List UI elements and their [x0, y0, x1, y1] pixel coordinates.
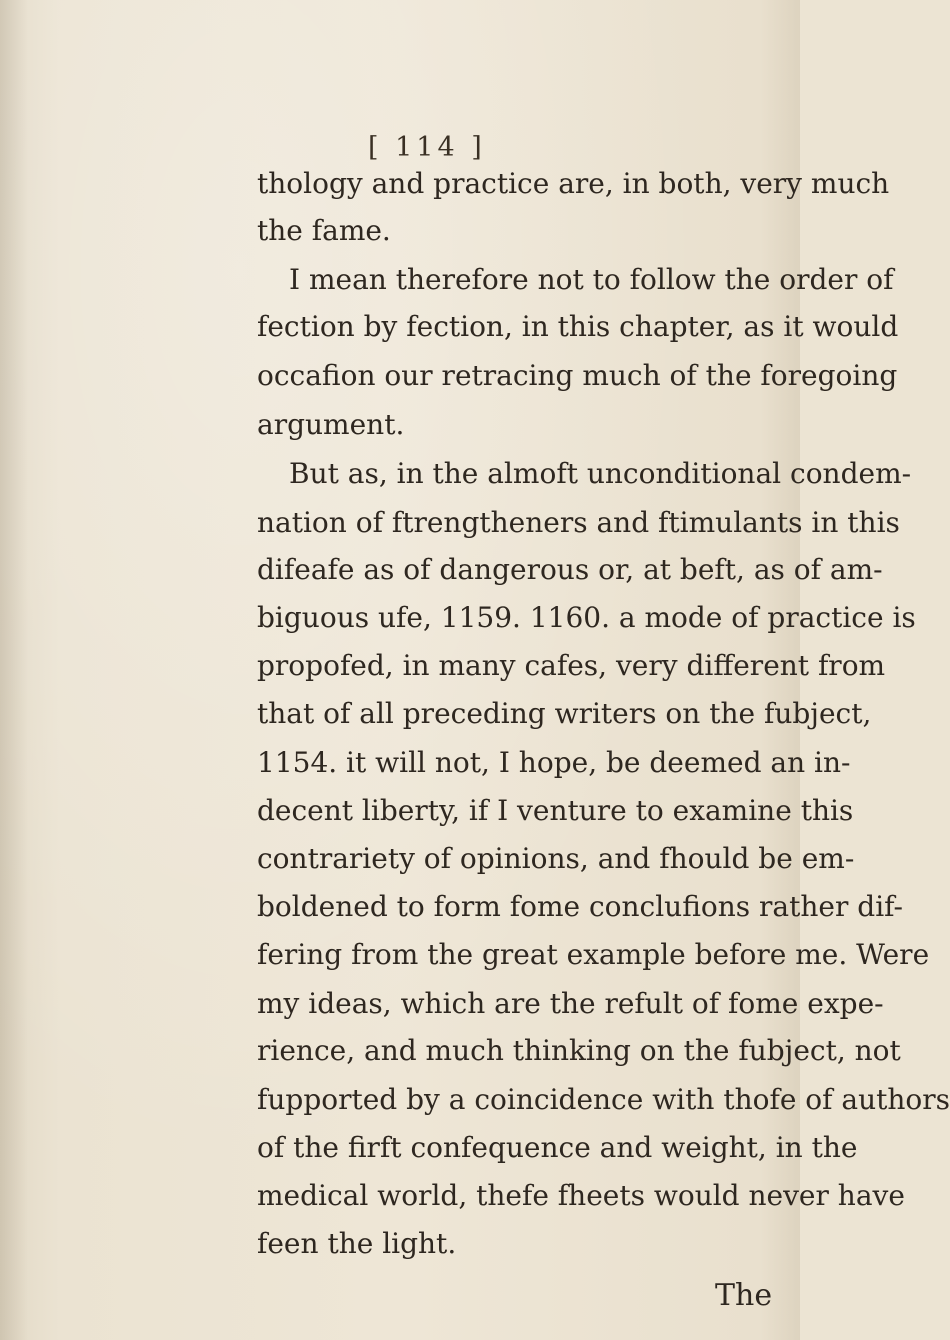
text-line-18: my ideas, which are the refult of fome expe-: [257, 987, 884, 1020]
text-line-17: fering from the great example before me. Were: [257, 938, 930, 971]
page-gutter-shadow: [0, 0, 28, 1340]
text-line-10: biguous ufe, 1159. 1160. a mode of practice is: [257, 601, 916, 634]
text-line-4: fection by fection, in this chapter, as it would: [257, 310, 899, 343]
text-line-11: propofed, in many cafes, very different from: [257, 649, 886, 682]
catchword: The: [715, 1278, 773, 1313]
text-line-8: nation of ftrengtheners and ftimulants in this: [257, 506, 900, 539]
text-line-16: boldened to form fome conclufions rather dif-: [257, 890, 903, 923]
text-line-5: occafion our retracing much of the foregoing: [257, 359, 898, 392]
text-line-1: thology and practice are, in both, very much: [257, 167, 890, 200]
text-line-14: decent liberty, if I venture to examine this: [257, 794, 854, 827]
text-line-6: argument.: [257, 408, 405, 441]
text-line-21: of the firft confequence and weight, in the: [257, 1131, 858, 1164]
text-line-12: that of all preceding writers on the fubject,: [257, 697, 872, 730]
text-line-22: medical world, thefe fheets would never have: [257, 1179, 905, 1212]
page-number-header: [ 114 ]: [368, 132, 486, 163]
text-line-19: rience, and much thinking on the fubject, not: [257, 1034, 901, 1067]
text-line-3: I mean therefore not to follow the order of: [289, 263, 894, 296]
text-line-2: the fame.: [257, 214, 391, 247]
text-line-7: But as, in the almoft unconditional condem-: [289, 457, 912, 490]
text-line-15: contrariety of opinions, and fhould be em-: [257, 842, 855, 875]
text-line-9: difeafe as of dangerous or, at beft, as of am-: [257, 553, 883, 586]
text-line-20: fupported by a coincidence with thofe of authors: [257, 1083, 950, 1116]
text-line-13: 1154. it will not, I hope, be deemed an in-: [257, 746, 851, 779]
text-line-23: feen the light.: [257, 1227, 457, 1260]
